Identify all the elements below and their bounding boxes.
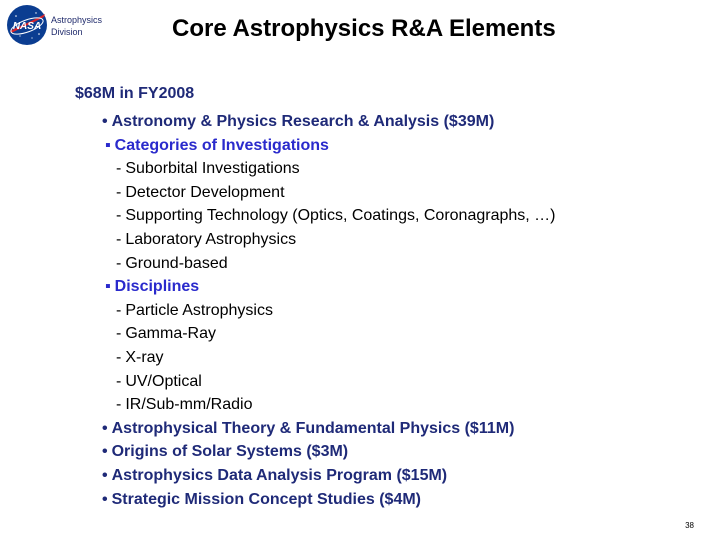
list-item — [116, 348, 164, 368]
list-item — [102, 442, 348, 462]
list-item-text: Astrophysical Theory & Fundamental Physics ($11M) — [111, 419, 515, 437]
division-label — [51, 14, 102, 38]
list-item-text: Astronomy & Physics Research & Analysis ($39M) — [111, 113, 495, 130]
bullet-marker: - — [116, 160, 122, 178]
list-item — [116, 395, 252, 415]
bullet-marker: • — [102, 419, 108, 437]
bullet-marker: - — [116, 207, 122, 225]
list-item — [116, 159, 300, 179]
list-item — [116, 230, 296, 250]
bullet-marker: ▪ — [105, 278, 111, 296]
list-item-text: Laboratory Astrophysics — [125, 231, 297, 248]
list-item — [116, 206, 555, 226]
list-item-text: Suborbital Investigations — [125, 160, 300, 178]
budget-heading: $68M in FY2008 — [75, 85, 195, 102]
list-item — [102, 490, 421, 510]
list-item — [102, 112, 494, 132]
list-item-text: Origins of Solar Systems ($3M) — [111, 443, 349, 461]
bullet-marker: - — [116, 301, 122, 319]
logo-text: NASA — [12, 21, 42, 32]
list-item — [105, 136, 329, 156]
list-item-text: Astrophysics Data Analysis Program ($15M) — [111, 467, 448, 484]
bullet-marker: - — [116, 325, 122, 343]
bullet-marker: - — [116, 231, 122, 248]
bullet-marker: • — [102, 490, 108, 508]
bullet-marker: • — [102, 443, 108, 461]
list-item — [116, 183, 285, 203]
list-item-text: Strategic Mission Concept Studies ($4M) — [111, 490, 421, 508]
list-item-text: UV/Optical — [125, 372, 202, 390]
bullet-marker: • — [102, 467, 108, 484]
list-item — [102, 419, 514, 439]
bullet-marker: • — [102, 113, 108, 130]
page-number: 38 — [685, 521, 694, 530]
list-item-text: Particle Astrophysics — [125, 301, 273, 319]
list-item-text: Supporting Technology (Optics, Coatings, Coronagraphs, …) — [125, 207, 556, 225]
list-item-text: IR/Sub-mm/Radio — [125, 396, 253, 414]
list-item-text: Disciplines — [114, 278, 200, 296]
bullet-marker: - — [116, 183, 122, 201]
division-line-1: Astrophysics — [51, 15, 103, 25]
bullet-marker: - — [116, 372, 122, 390]
list-item — [116, 301, 273, 321]
list-item-text: X-ray — [125, 349, 164, 366]
list-item-text: Detector Development — [125, 183, 285, 201]
bullet-marker: - — [116, 254, 122, 272]
list-item-text: Categories of Investigations — [114, 136, 329, 154]
list-item — [105, 277, 199, 297]
list-item-text: Ground-based — [125, 254, 228, 272]
bullet-marker: ▪ — [105, 136, 111, 154]
list-item — [102, 466, 447, 486]
list-item — [116, 372, 202, 392]
bullet-marker: - — [116, 349, 122, 366]
nasa-logo-icon — [6, 4, 48, 46]
list-item-text: Gamma-Ray — [125, 325, 217, 343]
bullet-marker: - — [116, 396, 122, 414]
list-item — [116, 324, 216, 344]
page-title: Core Astrophysics R&A Elements — [172, 15, 556, 42]
list-item — [116, 254, 228, 274]
division-line-2: Division — [51, 27, 83, 37]
